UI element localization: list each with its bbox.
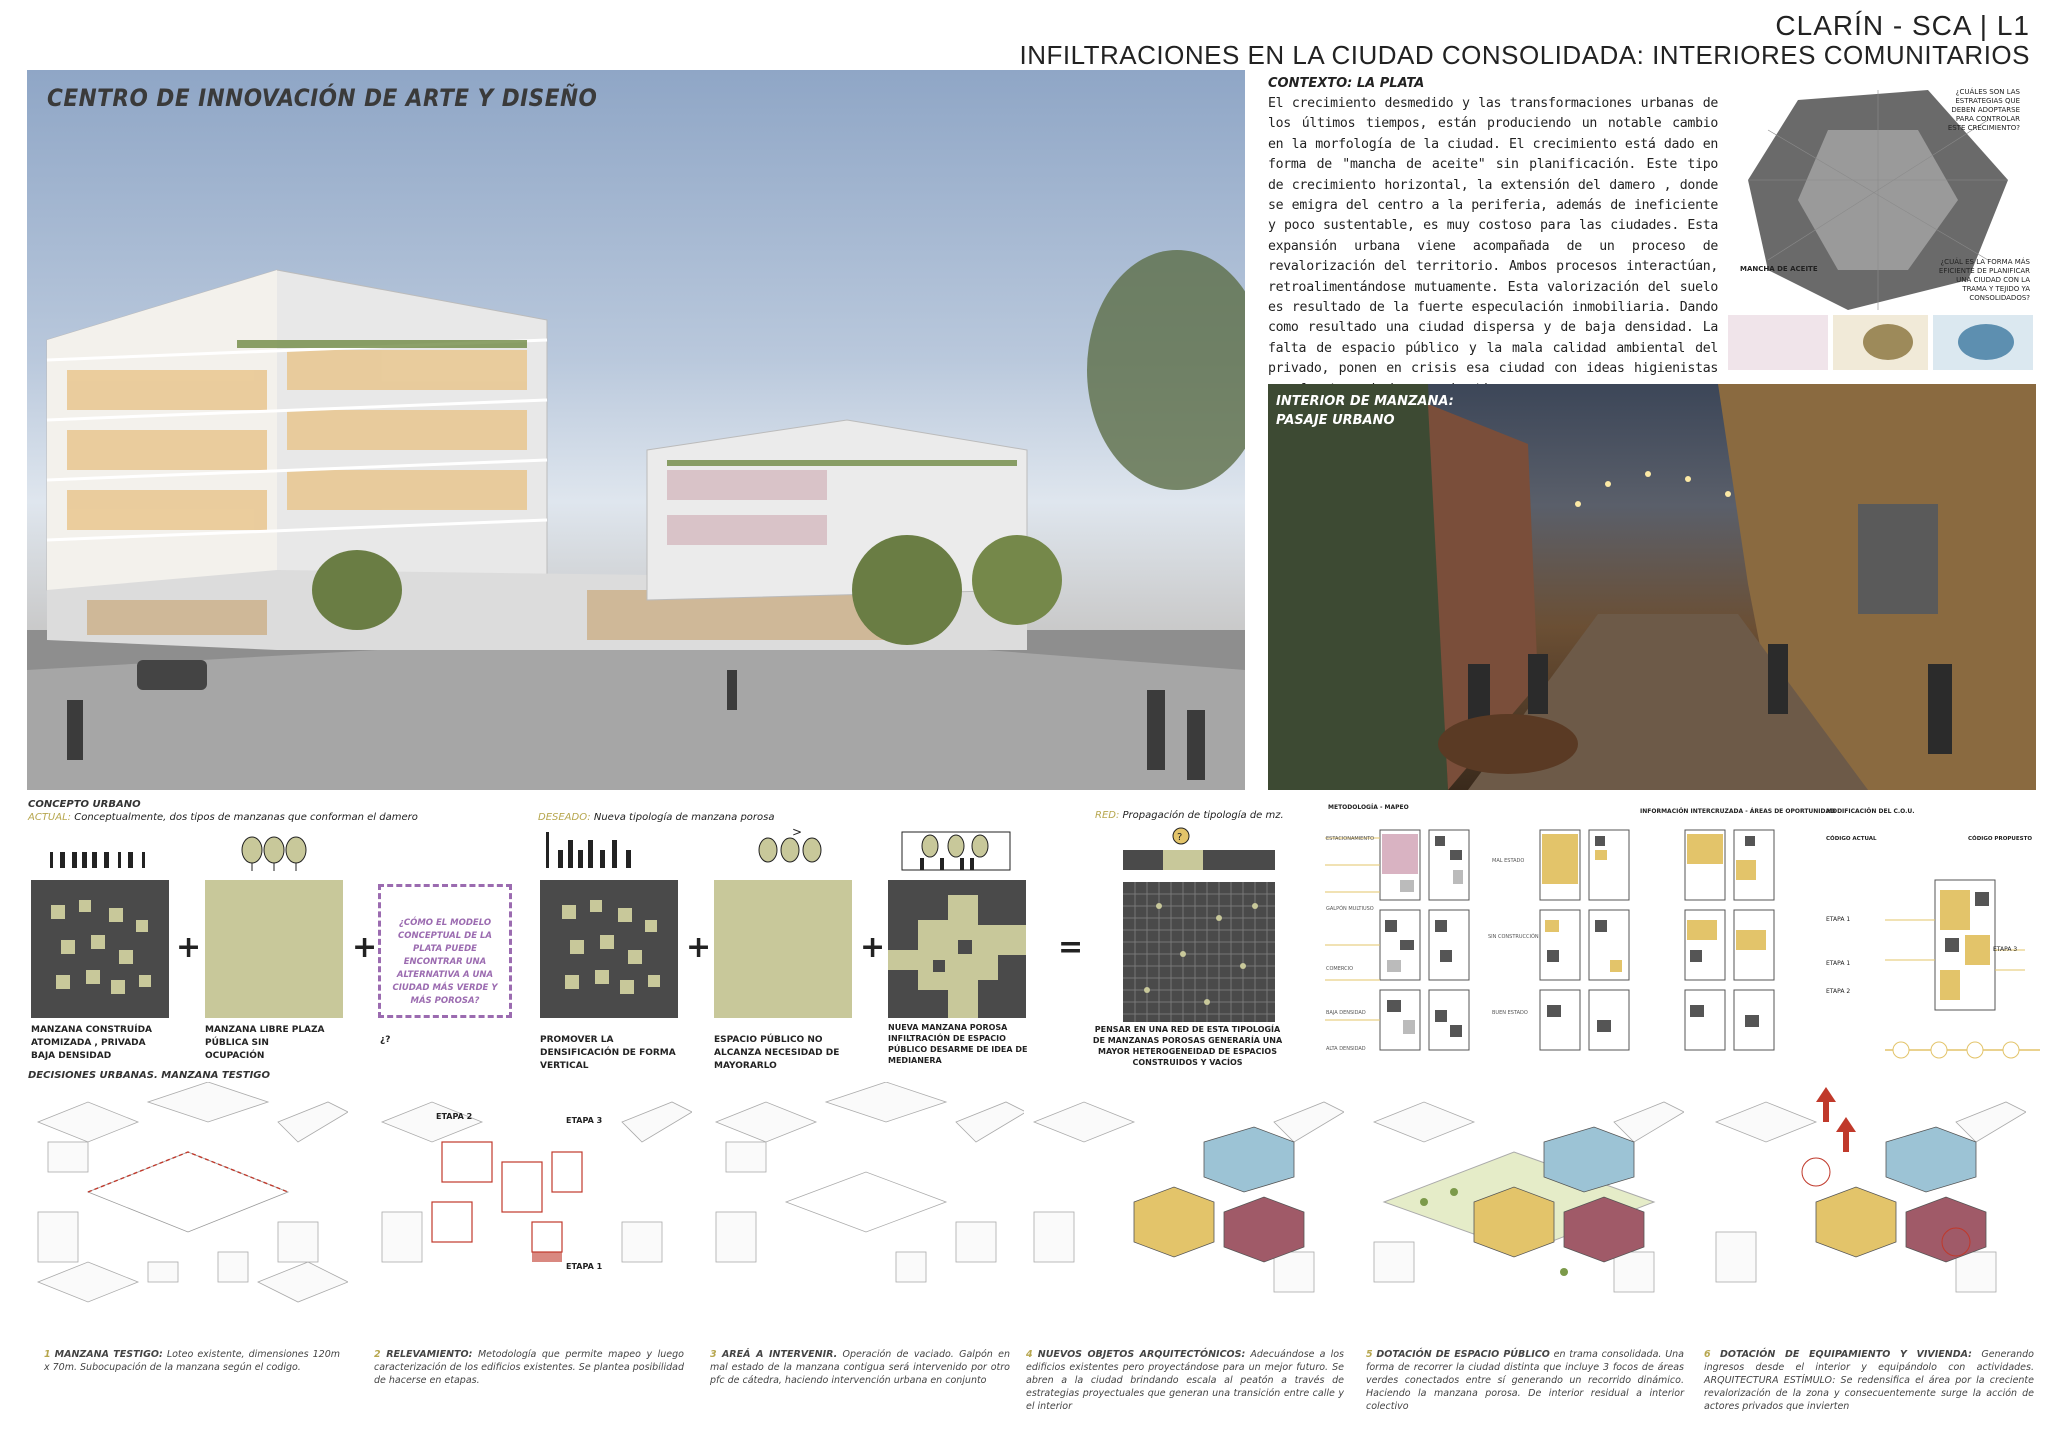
step-6-caption [1704,1348,2034,1413]
hero-render [27,70,1245,790]
step-6-text: Generando ingresos desde el interior y equipándolo con actividades. ARQUITECTURA ESTÍMULO: Se redensifica el área por la creciente revalorización de la zona y consecuentemente surge la acción de actores privados que invierten [1704,1349,2034,1412]
op-plus-3: + [686,930,712,965]
caption-porous: NUEVA MANZANA POROSA INFILTRACIÓN DE ESPACIO PÚBLICO DESARME DE IDEA DE MEDIANERA [888,1023,1028,1065]
step-4-title: NUEVOS OBJETOS ARQUITECTÓNICOS: [1037,1349,1246,1360]
block-built [31,880,169,1018]
board-subtitle: INFILTRACIONES EN LA CIUDAD CONSOLIDADA: INTERIORES COMUNITARIOS [1019,40,2030,70]
decisions-heading: DECISIONES URBANAS. MANZANA TESTIGO [28,1070,271,1081]
axo-panel-6 [1706,1082,2026,1337]
step-1-text: Loteo existente, dimensiones 120m x 70m. Subocupación de la manzana según el codigo. [44,1349,340,1373]
courtyard-scene [1268,384,2036,790]
caption-dense: PROMOVER LA DENSIFICACIÓN DE FORMA VERTICAL [540,1035,676,1071]
label-code-actual: CÓDIGO ACTUAL [1826,836,1877,842]
deseado-text: Nueva tipología de manzana porosa [593,812,775,823]
caption-question: ¿? [380,1035,391,1045]
courtyard-render [1268,384,2036,790]
actual-label: ACTUAL: [28,812,72,823]
op-plus-1: + [176,930,202,965]
building-render [27,70,1245,790]
axo-panel-1 [28,1082,348,1337]
axo-panel-5 [1364,1082,1684,1337]
caption-built: MANZANA CONSTRUÍDA ATOMIZADA , PRIVADA BAJA DENSIDAD [31,1025,153,1061]
courtyard-title-line2: PASAJE URBANO [1276,413,1395,428]
map-label: MANCHA DE ACEITE [1740,265,1818,273]
question-box [378,884,512,1018]
axo-panel-3 [706,1082,1026,1337]
analysis-heading-2: INFORMACIÓN INTERCRUZADA - ÁREAS DE OPORTUNIDAD [1640,808,1836,815]
label-mal-estado: MAL ESTADO [1492,858,1525,864]
analysis-diagrams [1325,820,2040,1060]
network-grid [1115,826,1283,1026]
people-icons-2 [540,830,640,870]
svg-text:?: ? [1177,832,1183,843]
step-3-text: Operación de vaciado. Galpón en mal estado de la manzana contigua será intervenido por otro pfc de cátedra, haciendo intervención urbana en conjunto [710,1349,1010,1386]
trees-icon-2 [756,826,826,872]
mixed-icon [900,828,1012,872]
step-5-caption [1366,1348,1684,1413]
caption-public: ESPACIO PÚBLICO NO ALCANZA NECESIDAD DE MAYORARLO [714,1035,840,1071]
stage-label-1: ETAPA 1 [566,1262,603,1271]
step-5-title: DOTACIÓN DE ESPACIO PÚBLICO [1376,1349,1550,1360]
op-plus-2: + [352,930,378,965]
step-3-num: 3 [710,1349,717,1360]
actual-text: Conceptualmente, dos tipos de manzanas que conforman el damero [74,812,418,823]
caption-network: PENSAR EN UNA RED DE ESTA TIPOLOGÍA DE MANZANAS POROSAS GENERARÍA UNA MAYOR HETEROGENEIDAD DE ESPACIOS CONSTRUIDOS Y VACÍOS [1092,1025,1283,1067]
block-public [714,880,852,1018]
people-icons-1 [48,848,148,870]
axo-panel-4 [1024,1082,1344,1337]
map-question-2: ¿CUÁL ES LA FORMA MÁS EFICIENTE DE PLANIFICAR UNA CIUDAD CON LA TRAMA Y TEJIDO YA CONSOLIDADOS? [1938,258,2030,302]
courtyard-title [1276,392,1454,430]
step-3-caption [710,1348,1010,1387]
label-stage-b: ETAPA 1 [1826,960,1851,967]
red-text: Propagación de tipología de mz. [1122,810,1284,821]
label-stage-d: ETAPA 3 [1993,946,2018,953]
concept-heading: CONCEPTO URBANO [28,799,141,810]
step-5-text: en trama consolidada. Una forma de recorrer la ciudad distinta que incluye 3 focos de áreas verdes conectados entre sí generando un recorrido dinámico. Haciendo la manzana porosa. De interior residual a interior colectivo [1366,1349,1684,1412]
label-comercio: COMERCIO [1326,966,1354,972]
board-title: CLARÍN - SCA | L1 [1775,10,2030,41]
step-1-title: MANZANA TESTIGO: [54,1349,163,1360]
concept-red [1095,810,1284,821]
context-title: CONTEXTO: LA PLATA [1268,76,1425,91]
label-stage-c: ETAPA 2 [1826,988,1851,995]
question-text: ¿CÓMO EL MODELO CONCEPTUAL DE LA PLATA PUEDE ENCONTRAR UNA ALTERNATIVA A UNA CIUDAD MÁS VERDE Y MÁS POROSA? [392,918,498,1006]
label-alta-densidad: ALTA DENSIDAD [1326,1046,1366,1052]
step-2-caption [374,1348,684,1387]
step-6-num: 6 [1704,1349,1711,1360]
label-estacionamiento: ESTACIONAMIENTO [1326,836,1375,842]
stage-label-2: ETAPA 2 [436,1112,473,1121]
analysis-heading-3: MODIFICACIÓN DEL C.O.U. [1826,808,1915,815]
concept-actual [28,812,418,823]
step-5-num: 5 [1366,1349,1373,1360]
op-equals: = [1058,930,1084,965]
step-1-caption [44,1348,340,1374]
block-dense [540,880,678,1018]
block-free [205,880,343,1018]
red-label: RED: [1095,810,1120,821]
label-baja-densidad: BAJA DENSIDAD [1326,1010,1366,1016]
context-body: El crecimiento desmedido y las transformaciones urbanas de los últimos tiempos, están produciendo un notable cambio en la morfología de la ciudad. El crecimiento está dado en forma de "mancha de aceite" sin planificación. Este tipo de crecimiento horizontal, la extensión del damero , donde se emigra del centro a la periferia, además de ineficiente y poco sustentable, es muy costoso para las ciudades. Esta expansión urbana viene acompañada de un proceso de revalorización del territorio. Ambos procesos interactúan, retroalimentándose mutuamente. Esta valorización del suelo es resultado de la fuerte especulación inmobiliaria. Dando como resultado una ciudad dispersa y de baja densidad. La falta de espacio público y la mala calidad ambiental del privado, ponen en crisis esa ciudad con ideas higienistas [1268,96,1718,377]
step-2-num: 2 [374,1349,381,1360]
hero-title: CENTRO DE INNOVACIÓN DE ARTE Y DISEÑO [47,84,598,112]
concept-deseado [538,812,774,823]
op-plus-4: + [860,930,886,965]
step-2-text: Metodología que permite mapeo y luego caracterización de los edificios existentes. Se plantea posibilidad de hacerse en etapas. [374,1349,684,1386]
caption-free: MANZANA LIBRE PLAZA PÚBLICA SIN OCUPACIÓN [205,1025,325,1061]
courtyard-title-line1: INTERIOR DE MANZANA: [1276,394,1454,409]
map-question-1: ¿CUÁLES SON LAS ESTRATEGIAS QUE DEBEN ADOPTARSE PARA CONTROLAR ESTE CRECIMIENTO? [1947,88,2020,132]
label-buen-estado: BUEN ESTADO [1492,1010,1528,1016]
label-galpon: GALPÓN MULTIUSO [1326,906,1374,912]
label-stage-a: ETAPA 1 [1826,916,1851,923]
step-3-title: AREÁ A INTERVENIR. [721,1349,838,1360]
deseado-label: DESEADO: [538,812,591,823]
step-4-text: Adecuándose a los edificios existentes pero proyectándose para un mejor futuro. Se abren a la ciudad brindando escala al peatón a través de estrategias proyectuales que generan una transición entre calle y el interior [1026,1349,1344,1412]
trees-icon-1 [240,836,310,872]
step-1-num: 1 [44,1349,51,1360]
stage-label-3: ETAPA 3 [566,1116,603,1125]
block-porous [888,880,1026,1018]
step-6-title: DOTACIÓN DE EQUIPAMIENTO Y VIVIENDA: [1720,1349,1972,1360]
step-4-num: 4 [1026,1349,1033,1360]
svg-text:>: > [792,826,803,839]
label-sin-construccion: SIN CONSTRUCCIÓN [1488,934,1539,940]
step-2-title: RELEVAMIENTO: [386,1349,473,1360]
axo-panel-2 [372,1082,692,1337]
step-4-caption [1026,1348,1344,1413]
label-code-prop: CÓDIGO PROPUESTO [1968,836,2033,842]
analysis-heading-1: METODOLOGÍA - MAPEO [1328,804,1409,811]
